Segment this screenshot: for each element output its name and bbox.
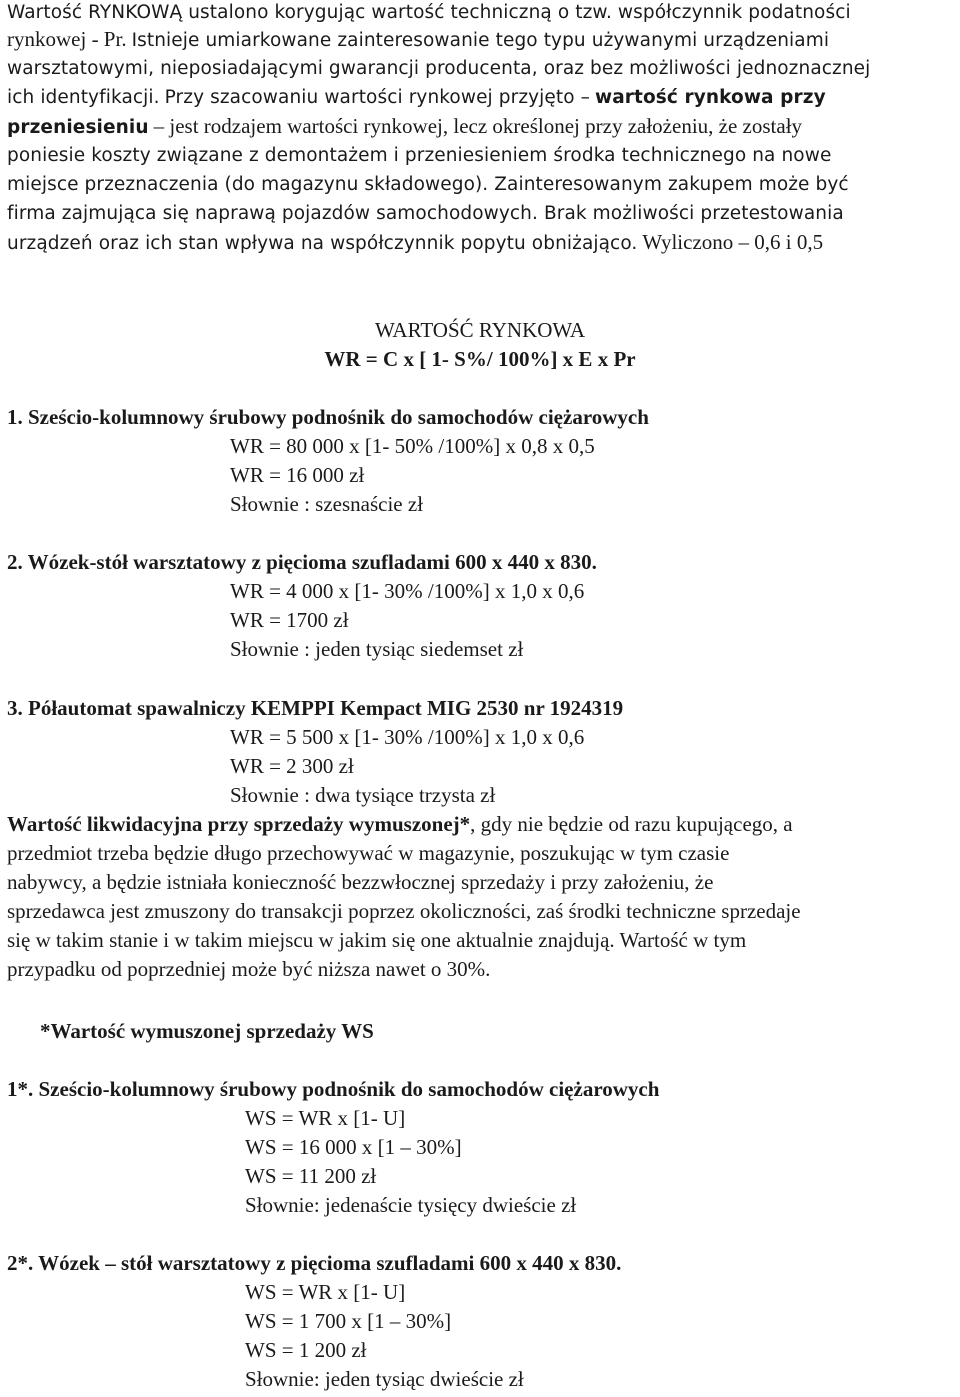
item-1-calc: WR = 80 000 x [1- 50% /100%] x 0,8 x 0,5 (230, 434, 595, 458)
intro-line-1: Wartość RYNKOWĄ ustalono korygując wartość techniczną o tzw. współczynnik podatności (7, 2, 851, 23)
forced-item-2-line-1: WS = WR x [1- U] (245, 1280, 406, 1304)
item-3-heading: 3. Półautomat spawalniczy KEMPPI Kempact MIG 2530 nr 1924319 (7, 696, 624, 720)
forced-item-2-line-3: WS = 1 200 zł (245, 1338, 367, 1362)
forced-item-2-line-2: WS = 1 700 x [1 – 30%] (245, 1309, 452, 1333)
forced-sale-title: *Wartość wymuszonej sprzedaży WS (40, 1019, 374, 1043)
formula-title: WARTOŚĆ RYNKOWA (374, 318, 586, 342)
liquidation-line-6: przypadku od poprzedniej może być niższa nawet o 30%. (7, 957, 491, 981)
forced-item-1-heading: 1*. Sześcio-kolumnowy śrubowy podnośnik do samochodów ciężarowych (7, 1077, 660, 1101)
liquidation-line-1: Wartość likwidacyjna przy sprzedaży wymuszonej*, gdy nie będzie od razu kupującego, a (7, 812, 793, 836)
item-3-words: Słownie : dwa tysiące trzysta zł (230, 783, 496, 807)
item-3-calc: WR = 5 500 x [1- 30% /100%] x 1,0 x 0,6 (230, 725, 585, 749)
item-1-heading: 1. Sześcio-kolumnowy śrubowy podnośnik do samochodów ciężarowych (7, 405, 649, 429)
intro-line-4: ich identyfikacji. Przy szacowaniu wartości rynkowej przyjęto – wartość rynkowa przy (7, 87, 826, 108)
intro-line-6: poniesie koszty związane z demontażem i przeniesieniem środka technicznego na nowe (7, 145, 832, 166)
liquidation-line-2: przedmiot trzeba będzie długo przechowywać w magazynie, poszukując w tym czasie (7, 841, 730, 865)
item-1-words: Słownie : szesnaście zł (230, 492, 424, 516)
forced-item-1-line-3: WS = 11 200 zł (245, 1164, 377, 1188)
item-2-words: Słownie : jeden tysiąc siedemset zł (230, 637, 524, 661)
forced-item-1-line-4: Słownie: jedenaście tysięcy dwieście zł (245, 1193, 577, 1217)
intro-line-9: urządzeń oraz ich stan wpływa na współczynnik popytu obniżająco. Wyliczono – 0,6 i 0,5 (7, 230, 824, 254)
intro-line-5: przeniesieniu – jest rodzajem wartości rynkowej, lecz określonej przy założeniu, że zostały (7, 114, 803, 138)
liquidation-line-3: nabywcy, a będzie istniała konieczność bezzwłocznej sprzedaży i przy założeniu, że (7, 870, 714, 894)
forced-item-1-line-1: WS = WR x [1- U] (245, 1106, 406, 1130)
forced-item-1-line-2: WS = 16 000 x [1 – 30%] (245, 1135, 462, 1159)
item-2-result: WR = 1700 zł (230, 608, 349, 632)
forced-item-2-heading: 2*. Wózek – stół warsztatowy z pięcioma szufladami 600 x 440 x 830. (7, 1251, 622, 1275)
liquidation-line-4: sprzedawca jest zmuszony do transakcji poprzez okoliczności, zaś środki techniczne sprzedaje (7, 899, 801, 923)
intro-line-8: firma zajmująca się naprawą pojazdów samochodowych. Brak możliwości przetestowania (7, 203, 844, 224)
formula-expression: WR = C x [ 1- S%/ 100%] x E x Pr (324, 347, 636, 371)
intro-line-7: miejsce przeznaczenia (do magazynu składowego). Zainteresowanym zakupem może być (7, 174, 849, 195)
intro-line-3: warsztatowymi, nieposiadającymi gwarancji producenta, oraz bez możliwości jednoznacznej (7, 58, 871, 79)
item-3-result: WR = 2 300 zł (230, 754, 354, 778)
item-1-result: WR = 16 000 zł (230, 463, 365, 487)
liquidation-line-5: się w takim stanie i w takim miejscu w jakim się one aktualnie znajdują. Wartość w tym (7, 928, 747, 952)
intro-line-2: rynkowej - Pr. Istnieje umiarkowane zainteresowanie tego typu używanymi urządzeniami (7, 27, 830, 51)
forced-item-2-line-4: Słownie: jeden tysiąc dwieście zł (245, 1367, 524, 1391)
item-2-heading: 2. Wózek-stół warsztatowy z pięcioma szufladami 600 x 440 x 830. (7, 550, 597, 574)
item-2-calc: WR = 4 000 x [1- 30% /100%] x 1,0 x 0,6 (230, 579, 585, 603)
